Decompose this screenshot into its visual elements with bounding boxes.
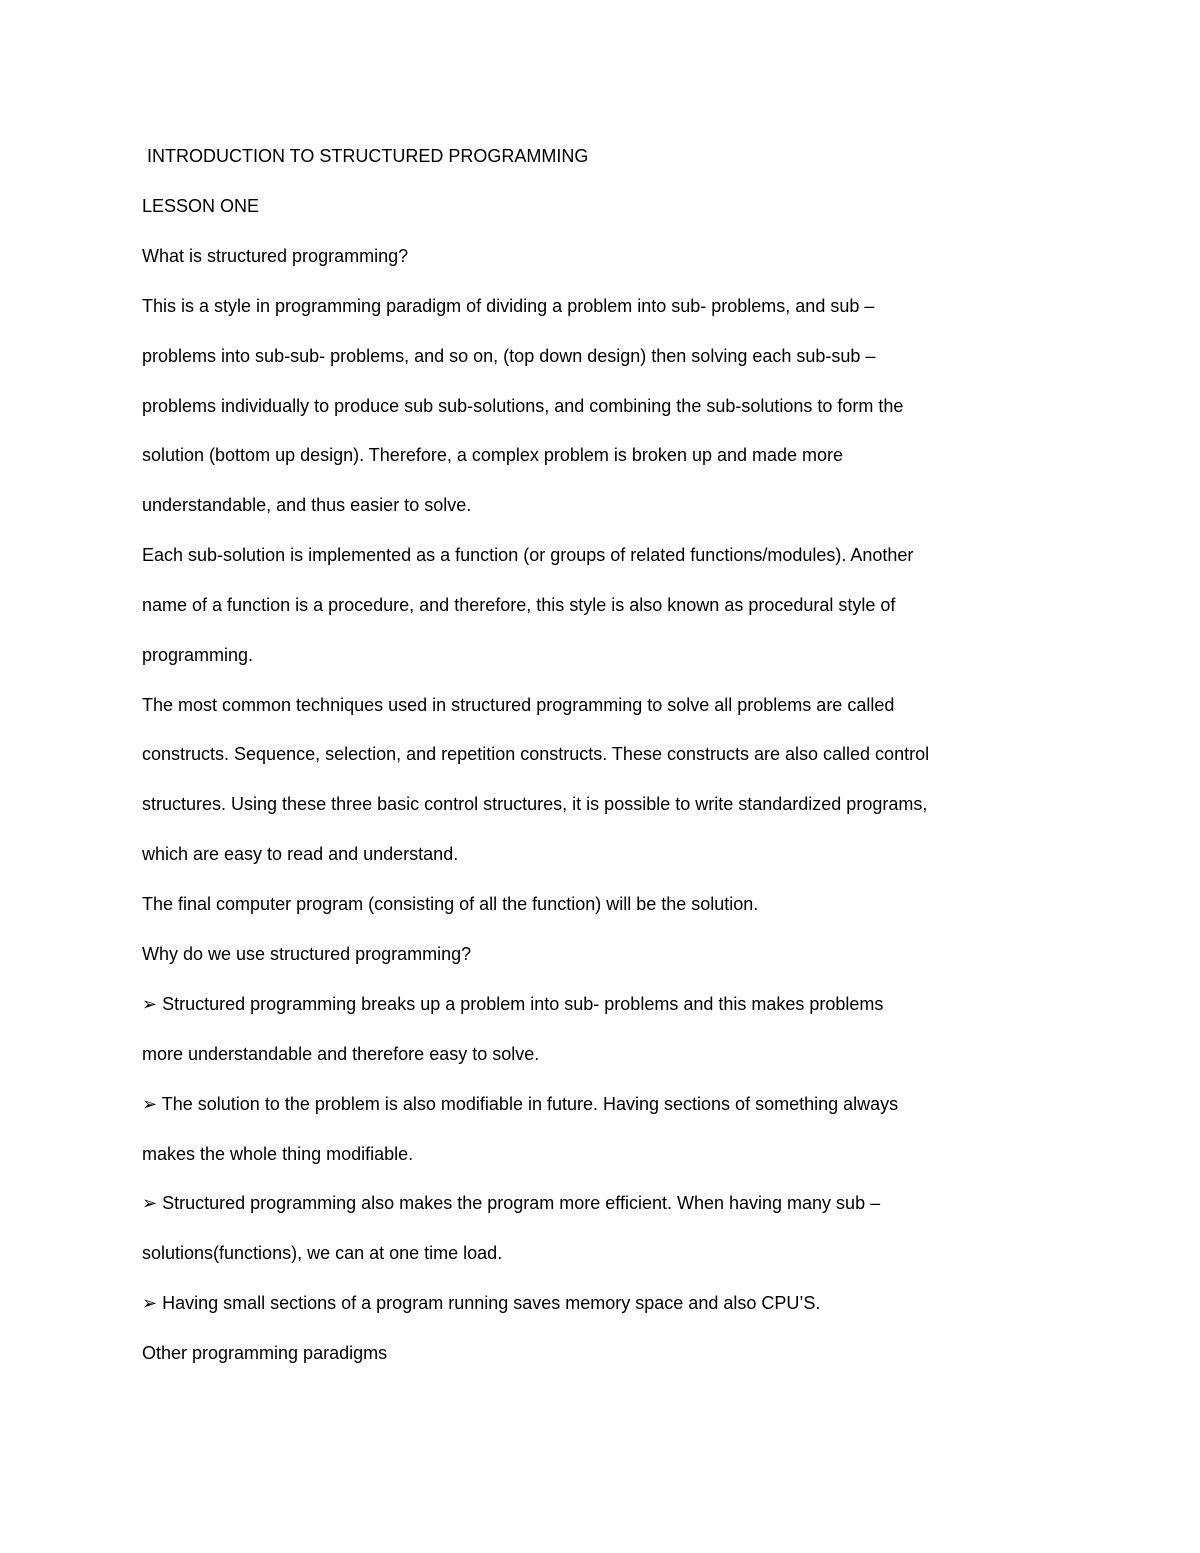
paragraph-line: solution (bottom up design). Therefore, a complex problem is broken up and made more bbox=[142, 445, 844, 465]
paragraph-line: problems individually to produce sub sub-solutions, and combining the sub-solutions to form the bbox=[142, 396, 904, 416]
paragraph-line: programming. bbox=[142, 645, 254, 665]
question-heading: What is structured programming? bbox=[142, 246, 409, 266]
bullet-line: more understandable and therefore easy to solve. bbox=[142, 1044, 540, 1064]
bullet-line: ➢ The solution to the problem is also modifiable in future. Having sections of something always bbox=[142, 1094, 899, 1114]
paragraph-line: problems into sub-sub- problems, and so on, (top down design) then solving each sub-sub – bbox=[142, 346, 876, 366]
bullet-line: ➢ Structured programming breaks up a problem into sub- problems and this makes problems bbox=[142, 994, 884, 1014]
document-title: INTRODUCTION TO STRUCTURED PROGRAMMING bbox=[147, 146, 589, 166]
paragraph-line: This is a style in programming paradigm of dividing a problem into sub- problems, and sub – bbox=[142, 296, 875, 316]
section-heading: Other programming paradigms bbox=[142, 1343, 388, 1363]
paragraph-line: The most common techniques used in structured programming to solve all problems are called bbox=[142, 695, 895, 715]
paragraph-line: understandable, and thus easier to solve. bbox=[142, 495, 472, 515]
bullet-line: ➢ Having small sections of a program running saves memory space and also CPU’S. bbox=[142, 1293, 821, 1313]
bullet-line: makes the whole thing modifiable. bbox=[142, 1144, 414, 1164]
bullet-line: ➢ Structured programming also makes the program more efficient. When having many sub – bbox=[142, 1193, 881, 1213]
paragraph-line: Each sub-solution is implemented as a function (or groups of related functions/modules). Another bbox=[142, 545, 914, 565]
paragraph-line: which are easy to read and understand. bbox=[142, 844, 459, 864]
lesson-label: LESSON ONE bbox=[142, 196, 260, 216]
question-heading: Why do we use structured programming? bbox=[142, 944, 472, 964]
paragraph-line: name of a function is a procedure, and therefore, this style is also known as procedural style of bbox=[142, 595, 896, 615]
paragraph-line: The final computer program (consisting of all the function) will be the solution. bbox=[142, 894, 759, 914]
paragraph-line: constructs. Sequence, selection, and repetition constructs. These constructs are also called control bbox=[142, 744, 930, 764]
bullet-line: solutions(functions), we can at one time load. bbox=[142, 1243, 503, 1263]
paragraph-line: structures. Using these three basic control structures, it is possible to write standardized programs, bbox=[142, 794, 928, 814]
